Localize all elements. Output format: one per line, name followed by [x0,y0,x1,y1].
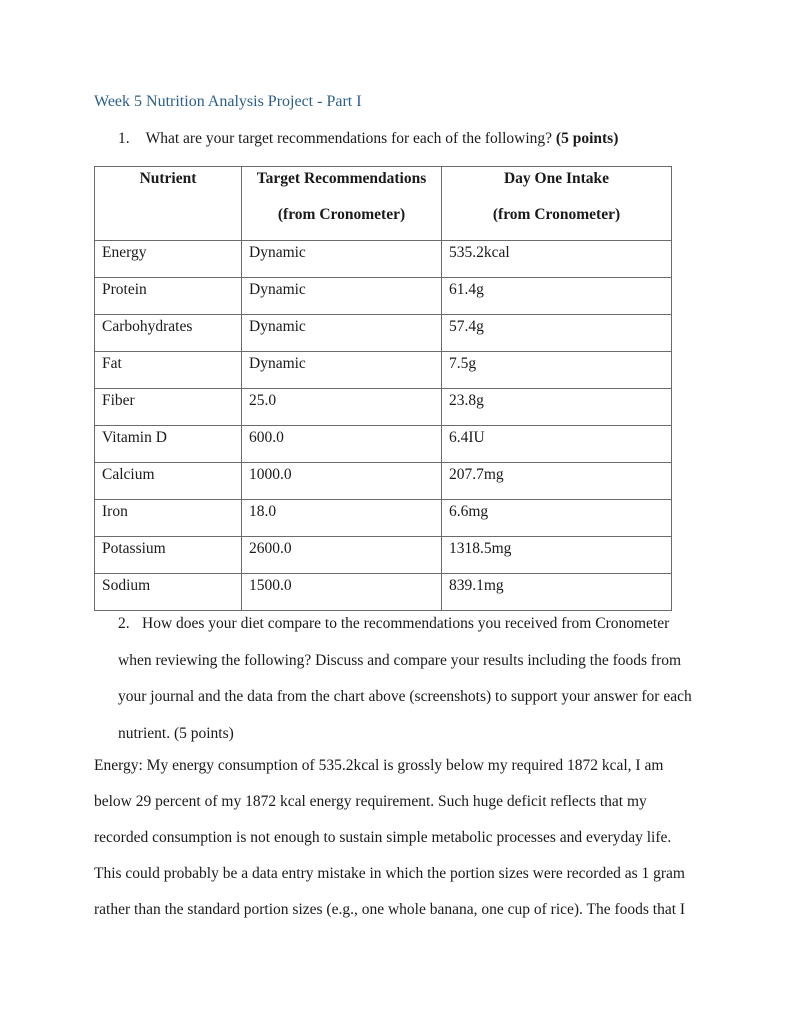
cell-target: 18.0 [242,500,442,537]
cell-target: 1500.0 [242,574,442,611]
question-2 [118,606,718,752]
question-1-number: 1. [118,130,130,147]
answer-line: recorded consumption is not enough to sustain simple metabolic processes and everyday life. [94,829,672,846]
answer-paragraph [94,748,714,928]
cell-intake: 23.8g [442,389,672,426]
header-nutrient: Nutrient [95,167,242,241]
table-row [95,463,672,500]
cell-target: 1000.0 [242,463,442,500]
cell-target: 2600.0 [242,537,442,574]
cell-target: Dynamic [242,352,442,389]
table-row [95,278,672,315]
question-2-line: nutrient. (5 points) [118,724,234,742]
table-row [95,352,672,389]
cell-intake: 207.7mg [442,463,672,500]
cell-intake: 6.6mg [442,500,672,537]
cell-nutrient: Sodium [95,574,242,611]
cell-nutrient: Protein [95,278,242,315]
cell-intake: 1318.5mg [442,537,672,574]
question-1-points: (5 points) [555,130,619,147]
cell-nutrient: Carbohydrates [95,315,242,352]
question-2-line: when reviewing the following? Discuss and compare your results including the foods from [118,651,682,669]
cell-nutrient: Fiber [95,389,242,426]
question-2-line: your journal and the data from the chart above (screenshots) to support your answer for each [118,688,692,705]
cell-intake: 61.4g [442,278,672,315]
table-row [95,315,672,352]
cell-nutrient: Fat [95,352,242,389]
answer-line: This could probably be a data entry mistake in which the portion sizes were recorded as 1 gram [94,865,685,882]
table-row [95,500,672,537]
answer-line: Energy: My energy consumption of 535.2kcal is grossly below my required 1872 kcal, I am [94,757,664,774]
cell-nutrient: Calcium [95,463,242,500]
question-1 [118,130,618,148]
header-target-recommendations: Target Recommendations (from Cronometer) [242,167,442,241]
header-day-one-intake: Day One Intake (from Cronometer) [442,167,672,241]
cell-nutrient: Potassium [95,537,242,574]
question-2-line: 2. How does your diet compare to the recommendations you received from Cronometer [118,606,718,643]
cell-target: 25.0 [242,389,442,426]
cell-intake: 839.1mg [442,574,672,611]
nutrient-table [94,166,672,611]
table-row [95,537,672,574]
table-row [95,389,672,426]
cell-intake: 6.4IU [442,426,672,463]
cell-nutrient: Energy [95,241,242,278]
table-row [95,426,672,463]
table-row [95,241,672,278]
table-row [95,574,672,611]
page-heading: Week 5 Nutrition Analysis Project - Part I [94,93,362,110]
cell-intake: 7.5g [442,352,672,389]
answer-line: below 29 percent of my 1872 kcal energy requirement. Such huge deficit reflects that my [94,793,647,810]
answer-line: rather than the standard portion sizes (e.g., one whole banana, one cup of rice). The foods that I [94,901,686,918]
cell-target: 600.0 [242,426,442,463]
cell-intake: 535.2kcal [442,241,672,278]
cell-nutrient: Vitamin D [95,426,242,463]
cell-target: Dynamic [242,278,442,315]
cell-target: Dynamic [242,315,442,352]
question-2-number: 2. [118,615,130,632]
cell-intake: 57.4g [442,315,672,352]
cell-target: Dynamic [242,241,442,278]
table-header-row [95,167,672,241]
question-1-text: What are your target recommendations for each of the following? [145,130,553,147]
cell-nutrient: Iron [95,500,242,537]
